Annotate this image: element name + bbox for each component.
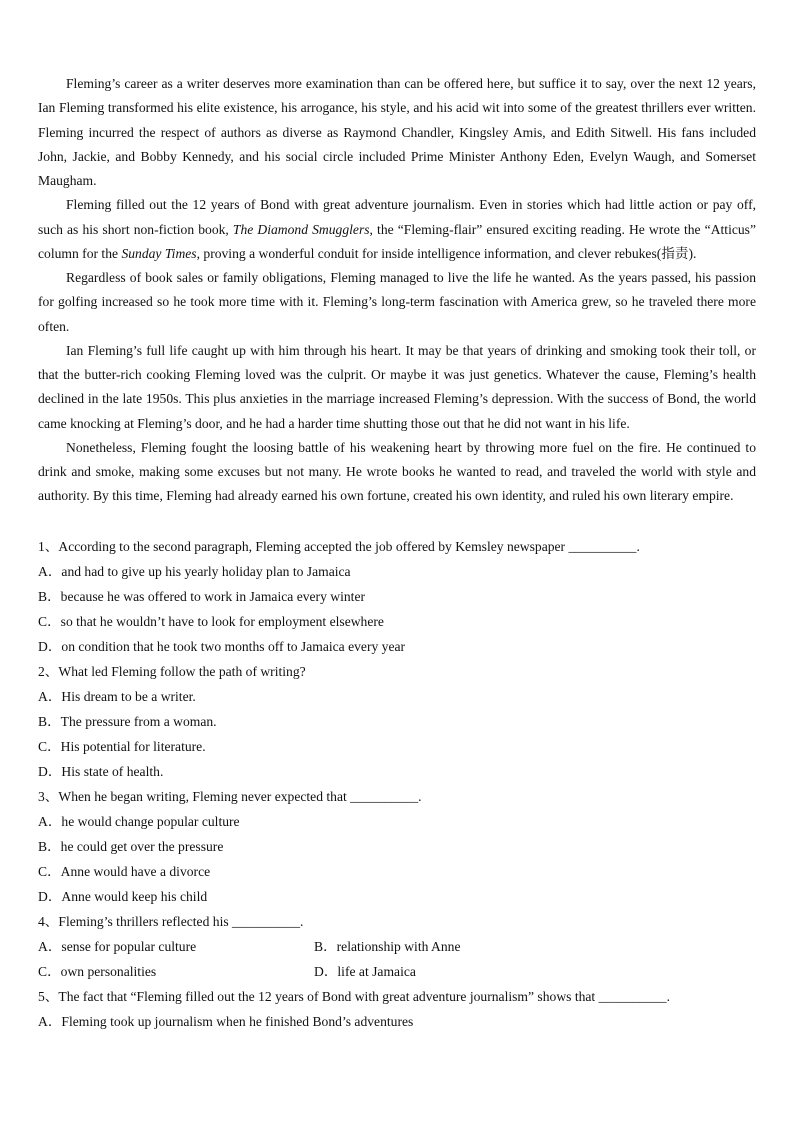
option: D．Anne would keep his child — [38, 889, 208, 904]
option: D．His state of health. — [38, 764, 164, 779]
option: C．Anne would have a divorce — [38, 864, 211, 879]
text: , the “Fleming-flair” ensured exciting reading. He wrote the “Atticus” column for the — [38, 221, 757, 261]
option: B．The pressure from a woman. — [38, 714, 217, 729]
question-stem: 1、According to the second paragraph, Fleming accepted the job offered by Kemsley newspaper __________. — [38, 539, 640, 554]
option: A．he would change popular culture — [38, 814, 240, 829]
question-stem: 5、The fact that “Fleming filled out the 12 years of Bond with great adventure journalism” shows that __________. — [38, 989, 670, 1004]
newspaper-title: Sunday Times — [121, 245, 197, 261]
option: A．Fleming took up journalism when he finished Bond’s adventures — [38, 1014, 414, 1029]
paragraph: Ian Fleming’s full life caught up with him through his heart. It may be that years of drinking and smoking took their toll, or that the butter-rich cooking Fleming loved was the culprit. Or maybe it was just genetics. Whatever the cause, Fleming’s health declined in the late 1950s. This plus anxieties in the marriage increased Fleming’s depression. With the success of Bond, the world came knocking at Fleming’s door, and he had a harder time shutting those out that he did not want in his life. — [38, 342, 756, 431]
option: C．so that he wouldn’t have to look for employment elsewhere — [38, 614, 384, 629]
option: D．on condition that he took two months off to Jamaica every year — [38, 639, 406, 654]
option: A．and had to give up his yearly holiday plan to Jamaica — [38, 564, 351, 579]
question-stem: 3、When he began writing, Fleming never expected that __________. — [38, 789, 422, 804]
option: A．sense for popular culture — [38, 939, 197, 954]
reading-passage — [38, 72, 756, 509]
questions — [38, 534, 756, 1034]
question-stem: 2、What led Fleming follow the path of writing? — [38, 664, 306, 679]
option: B．he could get over the pressure — [38, 839, 224, 854]
text: , proving a wonderful conduit for inside intelligence information, and clever rebukes(指责). — [196, 245, 697, 261]
question-stem: 4、Fleming’s thrillers reflected his __________. — [38, 914, 304, 929]
option-row — [38, 934, 756, 959]
option-row — [38, 959, 756, 984]
option: A．His dream to be a writer. — [38, 689, 196, 704]
paragraph: Nonetheless, Fleming fought the loosing battle of his weakening heart by throwing more fuel on the fire. He continued to drink and smoke, making some excuses but not many. He wrote books he wanted to read, and traveled the world with style and authority. By this time, Fleming had already earned his own fortune, created his own identity, and ruled his own literary empire. — [38, 439, 756, 504]
option: D．life at Jamaica — [314, 964, 416, 979]
text: Fleming filled out the 12 years of Bond with great adventure journalism. Even in stories which had little action or pay off, such as his short non-fiction book, — [38, 197, 756, 237]
paragraph — [38, 193, 756, 266]
option: B．relationship with Anne — [314, 939, 461, 954]
option: B．because he was offered to work in Jamaica every winter — [38, 589, 366, 604]
option: C．His potential for literature. — [38, 739, 206, 754]
paragraph: Fleming’s career as a writer deserves more examination than can be offered here, but suffice it to say, over the next 12 years, Ian Fleming transformed his elite existence, his arrogance, his style, and his acid wit into some of the greatest thrillers ever written. Fleming incurred the respect of authors as diverse as Raymond Chandler, Kingsley Amis, and Edith Sitwell. His fans included John, Jackie, and Bobby Kennedy, and his social circle included Prime Minister Anthony Eden, Evelyn Waugh, and Somerset Maugham. — [38, 76, 756, 188]
paragraph: Regardless of book sales or family obligations, Fleming managed to live the life he wanted. As the years passed, his passion for golfing increased so he took more time with it. Fleming’s long-term fascination with America grew, so he traveled there more often. — [38, 270, 756, 334]
book-title: The Diamond Smugglers — [232, 221, 370, 237]
option: C．own personalities — [38, 964, 157, 979]
